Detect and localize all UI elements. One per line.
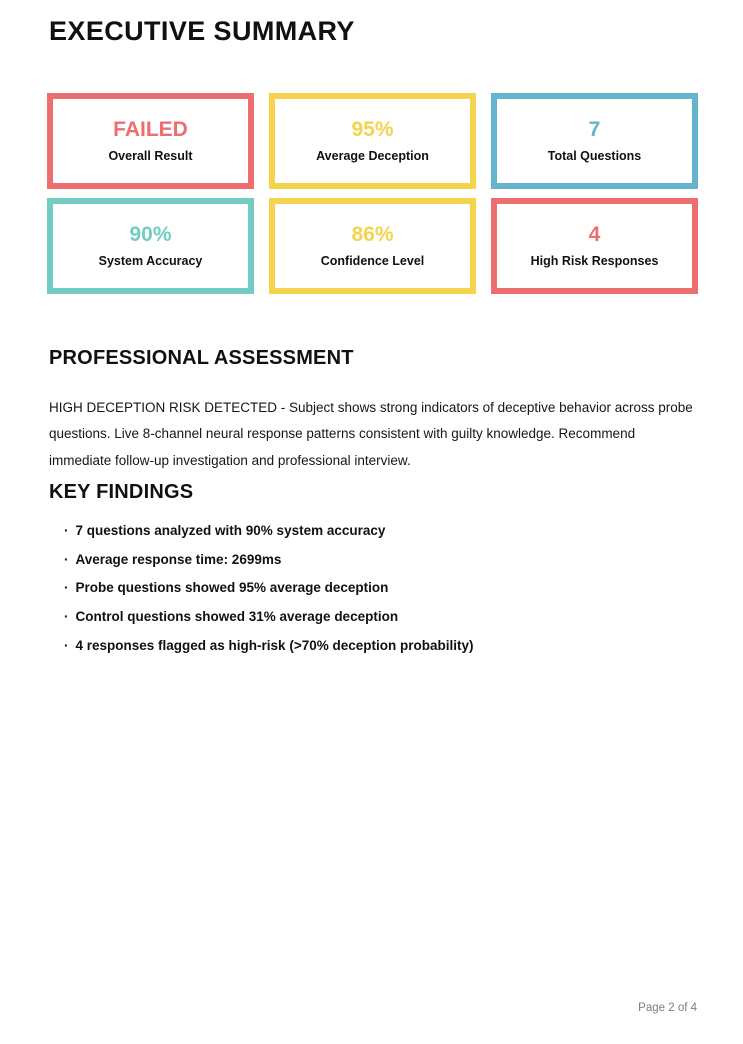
metric-value: 90% <box>129 223 172 247</box>
page-number: Page 2 of 4 <box>638 1002 697 1014</box>
bullet-dot: · <box>64 523 69 538</box>
bullet-dot: · <box>64 637 69 653</box>
section-heading-professional-assessment: PROFESSIONAL ASSESSMENT <box>49 347 354 369</box>
bullet-dot: · <box>64 609 69 625</box>
metric-value: 4 <box>588 223 601 247</box>
metric-card-overall-result <box>47 93 254 189</box>
metric-value: 95% <box>351 118 394 142</box>
metric-value: 7 <box>588 118 601 142</box>
metric-label: Average Deception <box>316 149 429 164</box>
metric-label: Overall Result <box>108 149 193 164</box>
metric-card-high-risk-responses <box>491 198 698 294</box>
metric-card-confidence-level <box>269 198 476 294</box>
finding-text: Control questions showed 31% average deception <box>75 609 399 625</box>
metric-card-average-deception <box>269 93 476 189</box>
finding-text: 4 responses flagged as high-risk (>70% deception probability) <box>75 637 474 653</box>
metric-label: Total Questions <box>547 149 642 164</box>
finding-item <box>64 632 473 661</box>
metric-value: 86% <box>351 223 394 247</box>
finding-item <box>64 546 473 575</box>
bullet-dot: · <box>64 580 69 596</box>
findings-list <box>64 517 473 661</box>
metric-value: FAILED <box>113 118 188 142</box>
metric-card-total-questions <box>491 93 698 189</box>
finding-text: 7 questions analyzed with 90% system accuracy <box>75 523 386 538</box>
metric-label: Confidence Level <box>320 254 425 269</box>
finding-item <box>64 574 473 603</box>
metric-label: High Risk Responses <box>530 254 659 269</box>
finding-text: Probe questions showed 95% average deception <box>75 580 389 596</box>
bullet-dot: · <box>64 551 69 567</box>
finding-item <box>64 603 473 632</box>
page-title: EXECUTIVE SUMMARY <box>49 16 355 46</box>
metric-card-system-accuracy <box>47 198 254 294</box>
metric-cards-grid <box>47 93 698 294</box>
section-heading-key-findings: KEY FINDINGS <box>49 481 194 503</box>
assessment-body-text: HIGH DECEPTION RISK DETECTED - Subject shows strong indicators of deceptive behavior across probe questions. Live 8-channel neural response patterns consistent with guilty knowledge. Recommend immediate follow-up investigation and professional interview. <box>49 399 693 468</box>
finding-item <box>64 517 473 546</box>
metric-label: System Accuracy <box>98 254 203 269</box>
finding-text: Average response time: 2699ms <box>75 551 282 567</box>
